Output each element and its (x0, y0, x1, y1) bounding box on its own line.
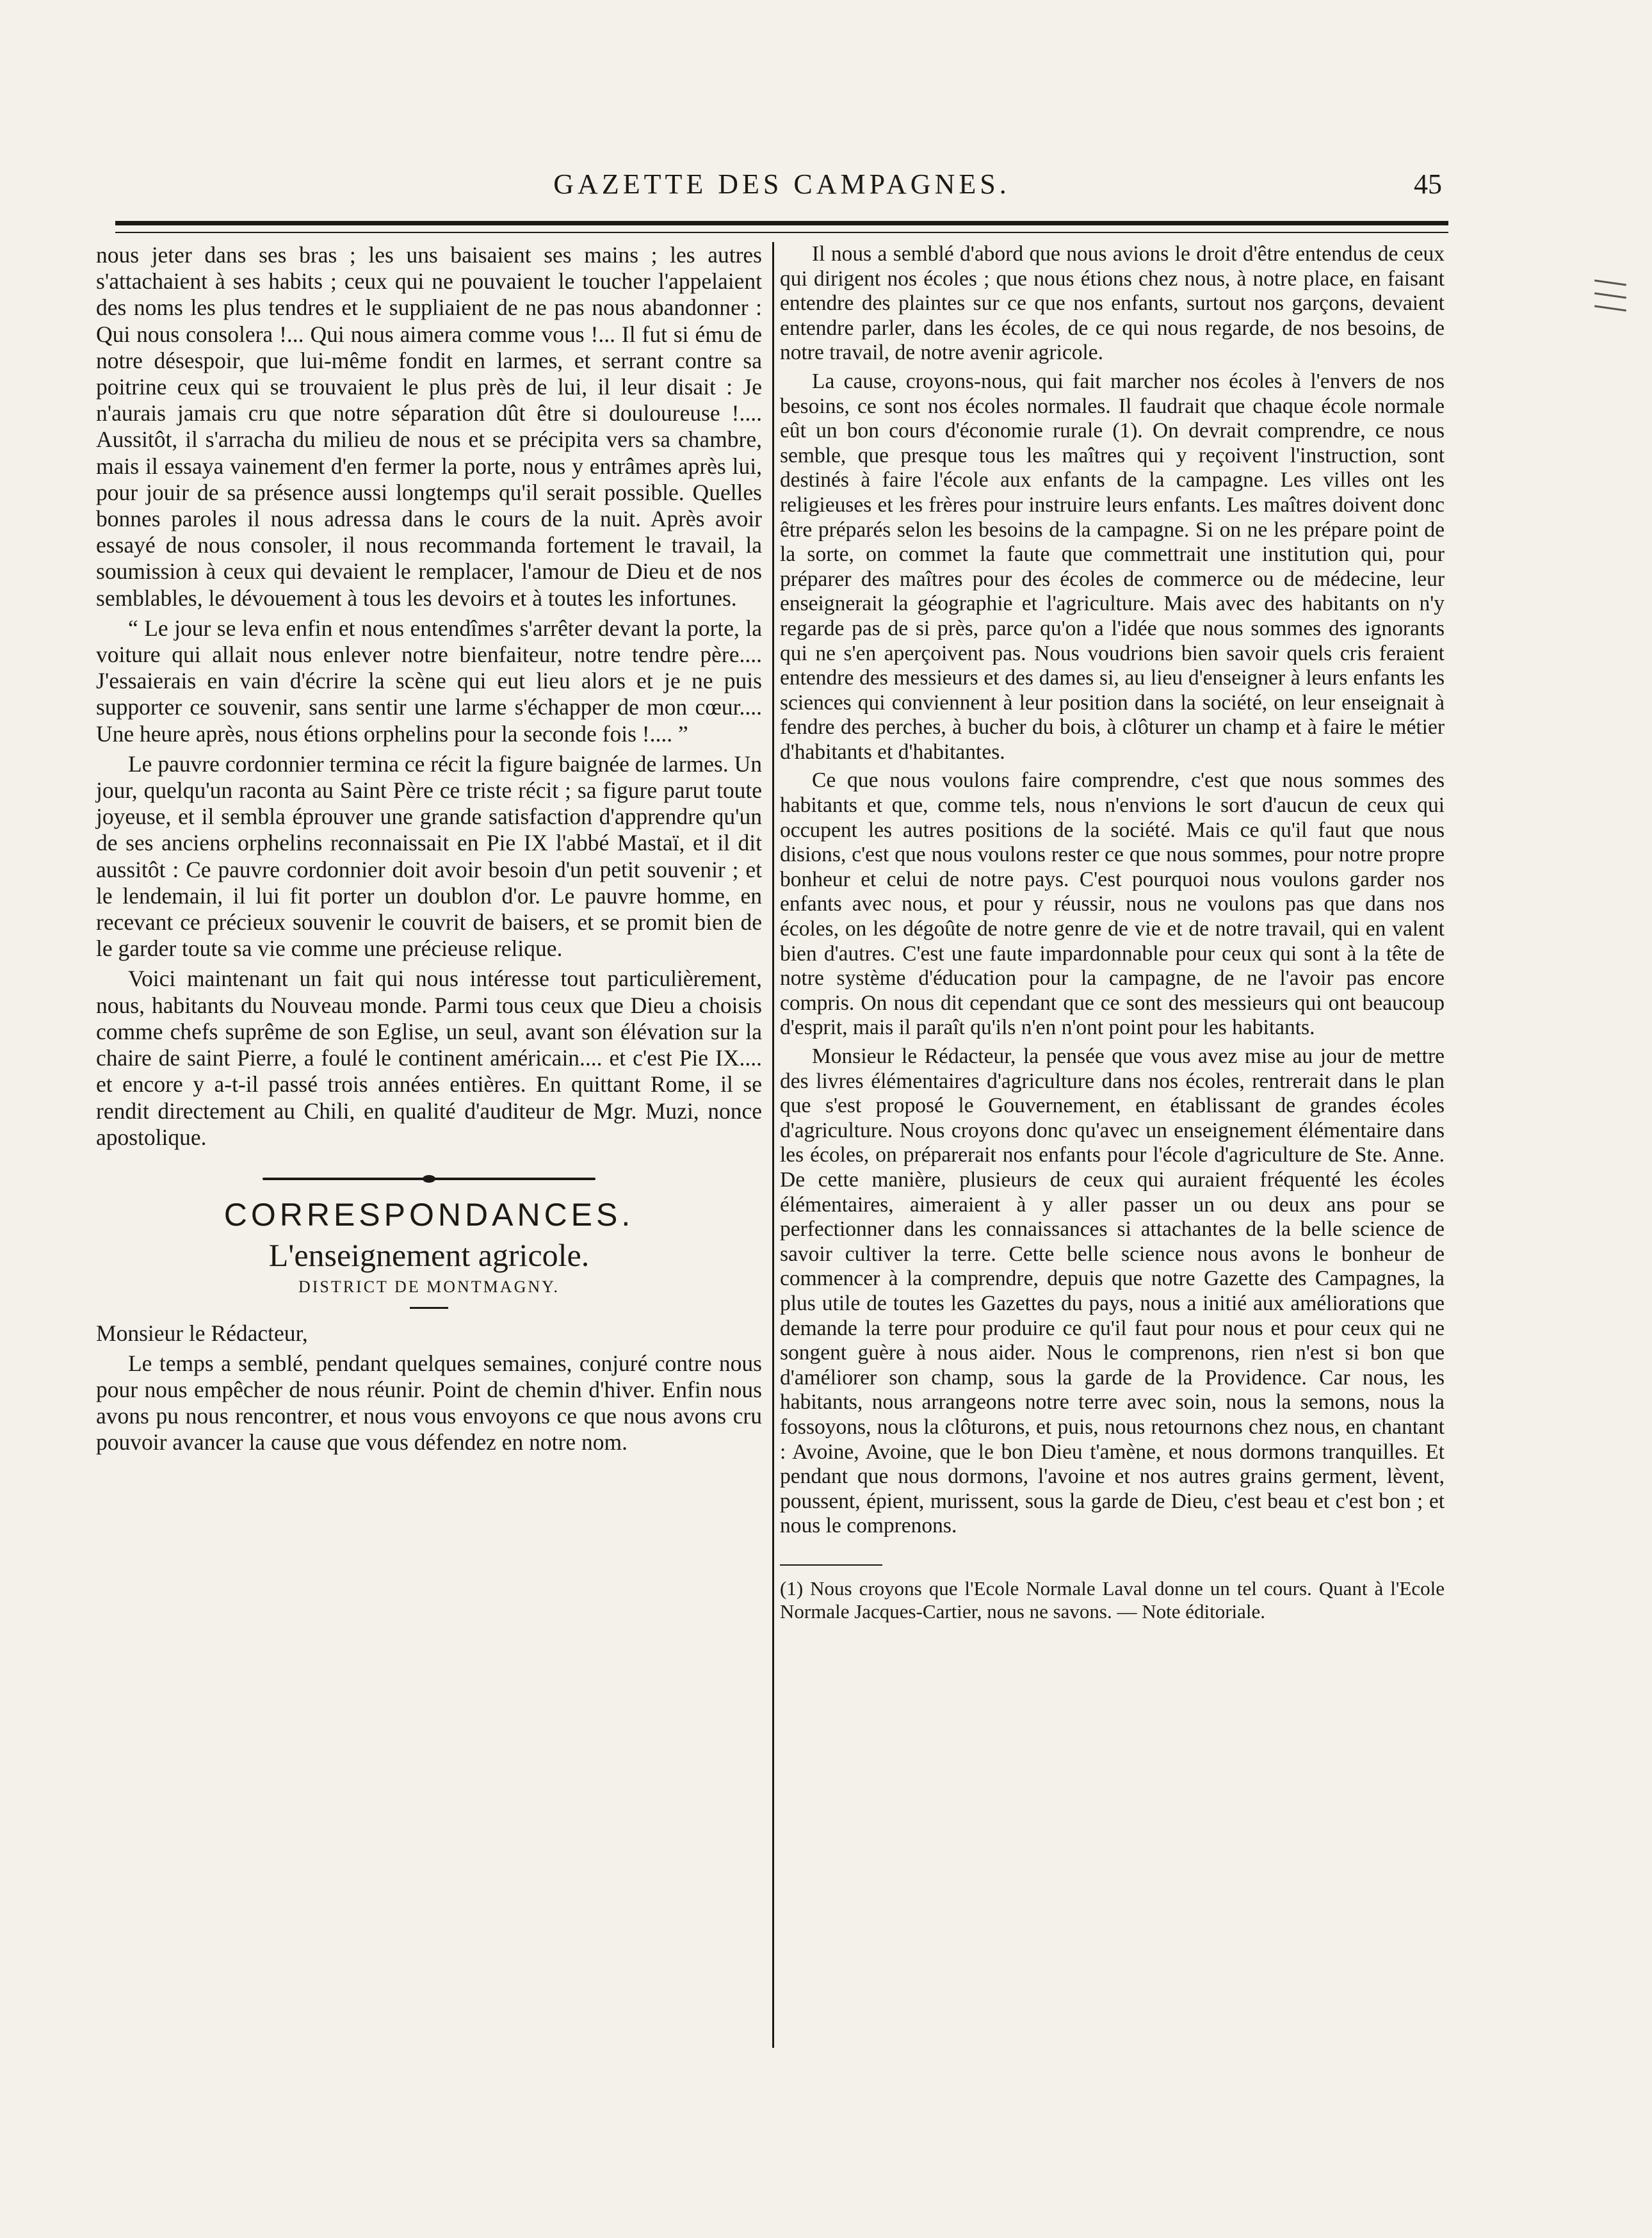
footnote: (1) Nous croyons que l'Ecole Normale Laval donne un tel cours. Quant à l'Ecole Normale Jacques-Cartier, nous ne savons. — Note éditoriale. (780, 1577, 1445, 1623)
footnote-rule (780, 1564, 882, 1566)
left-paragraph: nous jeter dans ses bras ; les uns baisaient ses mains ; les autres s'attachaient à ses habits ; ceux qui ne pouvaient le toucher l'appelaient des noms les plus tendres et le suppliaient de ne pas nous abandonner : Qui nous consolera !... Qui nous aimera comme vous !... Il fut si ému de notre désespoir, que lui-même fondit en larmes, et serrant contre sa poitrine ceux qui se trouvaient le plus près de lui, il leur disait : Je n'aurais jamais cru que notre séparation dût être si douloureuse !.... Aussitôt, il s'arracha du milieu de nous et se précipita vers sa chambre, mais il essaya vainement d'en fermer la porte, nous y entrâmes après lui, pour jouir de sa présence aussi longtemps qu'il serait possible. Quelles bonnes paroles il nous adressa dans le cours de la nuit. Après avoir essayé de nous consoler, il nous recommanda fortement le travail, la soumission à ceux qui devaient le remplacer, l'amour de Dieu et de nos semblables, le dévouement à tous les devoirs et à toutes les infortunes. (96, 242, 762, 611)
right-paragraph: La cause, croyons-nous, qui fait marcher nos écoles à l'envers de nos besoins, ce sont nos écoles normales. Il faudrait que chaque école normale eût un bon cours d'économie rurale (1). On devrait comprendre, ce nous semble, que presque tous les maîtres qui y reçoivent l'instruction, sont destinés à faire l'école aux enfants de la campagne. Les villes ont les religieuses et les frères pour instruire leurs enfants. Les maîtres doivent donc être préparés selon les besoins de la campagne. Si on ne les prépare point de la sorte, on commet la faute que commettrait une institution qui, pour préparer des maîtres pour des écoles de commerce ou de médecine, leur enseignerait la géographie et l'agriculture. Mais avec des habitants on n'y regarde pas de si près, parce qu'on a l'idée que nous sommes des ignorants qui ne s'en aperçoivent pas. Nous voudrions bien savoir quels cris feraient entendre des messieurs et des dames si, au lieu d'enseigner à leurs enfants les sciences qui conviennent à leur position dans la société, on leur enseignait à fendre des perches, à bucher du bois, à clôturer un champ et à faire le métier d'habitants et d'habitantes. (780, 369, 1445, 764)
right-paragraph: Ce que nous voulons faire comprendre, c'est que nous sommes des habitants et que, comme tels, nous n'envions le sort d'aucun de ceux qui occupent les autres positions de la société. Mais ce qu'il faut que nous disions, c'est que nous voulons rester ce que nous sommes, pour notre propre bonheur et celui de notre pays. C'est pourquoi nous voulons garder nos enfants avec nous, et pour y réussir, nous ne voulons pas que dans nos écoles, on les dégoûte de notre genre de vie et de notre travail, qui en valent bien d'autres. C'est une faute impardonnable pour ceux qui sont à la tête de notre système d'éducation pour la campagne, de ne l'avoir pas encore compris. On nous dit cependant que ce sont des messieurs qui ont beaucoup d'esprit, mais il paraît qu'ils n'en n'ont point pour les habitants. (780, 768, 1445, 1040)
section-title: CORRESPONDANCES. (223, 1196, 635, 1233)
newspaper-title: GAZETTE DES CAMPAGNES. (553, 168, 1010, 200)
section-ornament (263, 1175, 595, 1183)
right-column (780, 242, 1445, 1627)
right-paragraph: Il nous a semblé d'abord que nous avions le droit d'être entendus de ceux qui dirigent nos écoles ; que nous étions chez nous, à notre place, en faisant entendre des plaintes sur ce que nos enfants, surtout nos garçons, devaient entendre parler, dans les écoles, de ce qui nous regarde, de nos besoins, de notre travail, de notre avenir agricole. (780, 242, 1445, 365)
divider (410, 1307, 448, 1309)
left-paragraph: Le pauvre cordonnier termina ce récit la figure baignée de larmes. Un jour, quelqu'un raconta au Saint Père ce triste récit ; sa figure parut toute joyeuse, et il sembla éprouver une grande satisfaction d'apprendre qu'un de ses anciens orphelins reconnaissait en Pie IX l'abbé Mastaï, et il dit aussitôt : Ce pauvre cordonnier doit avoir besoin d'un petit souvenir ; et le lendemain, il lui fit porter un doublon d'or. Le pauvre homme, en recevant ce précieux souvenir le couvrit de baisers, et se promit bien de le garder toute sa vie comme une précieuse relique. (96, 750, 762, 962)
left-paragraph: “ Le jour se leva enfin et nous entendîmes s'arrêter devant la porte, la voiture qui allait nous enlever notre bienfaiteur, notre tendre père.... J'essaierais en vain d'écrire la scène qui eut lieu alors et je ne puis supporter ce souvenir, sans sentir une larme s'échapper de mon cœur.... Une heure après, nous étions orphelins pour la seconde fois !.... ” (96, 615, 762, 747)
page-header (115, 168, 1448, 213)
left-column (96, 242, 762, 1460)
page-number: 45 (1414, 168, 1442, 200)
left-paragraph: Voici maintenant un fait qui nous intéresse tout particulièrement, nous, habitants du Nouveau monde. Parmi tous ceux que Dieu a choisis comme chefs suprême de son Eglise, un seul, avant son élévation sur la chaire de saint Pierre, a foulé le continent américain.... et c'est Pie IX.... et encore y a-t-il passé trois années entières. En quittant Rome, il se rendit directement au Chili, en qualité d'auditeur de Mgr. Muzi, nonce apostolique. (96, 966, 762, 1150)
margin-marks (1594, 282, 1633, 320)
column-divider (772, 242, 774, 2048)
right-paragraph: Monsieur le Rédacteur, la pensée que vous avez mise au jour de mettre des livres élémentaires d'agriculture dans nos écoles, rentrerait dans le plan que s'est proposé le Gouvernement, en établissant de grandes écoles d'agriculture. Nous croyons donc qu'avec un enseignement élémentaire dans les écoles, on préparerait nos enfants pour l'école d'agriculture de Ste. Anne. De cette manière, plusieurs de ceux qui auraient fréquenté les écoles élémentaires, aimeraient à y aller passer un ou deux ans pour se perfectionner dans les connaissances si attachantes de la belle science de savoir cultiver la terre. Cette belle science nous avons le bonheur de commencer à la comprendre, depuis que notre Gazette des Campagnes, la plus utile de toutes les Gazettes du pays, nous a initié aux améliorations que demande la terre pour produire ce qu'il faut pour nous et pour ceux qui ne songent guère à nous aider. Nous le comprenons, rien n'est si bon que d'améliorer son champ, sous la garde de la Providence. Car nous, les habitants, nous arrangeons notre terre avec soin, nous la semons, nous la fossoyons, nous la clôturons, et puis, nous retournons chez nous, en chantant : Avoine, Avoine, que le bon Dieu t'amène, et nous dormons tranquilles. Et pendant que nous dormons, l'avoine et nos autres grains germent, lèvent, poussent, épient, murissent, sous la garde de Dieu, c'est beau et c'est bon ; et nous le comprenons. (780, 1044, 1445, 1538)
article-title: L'enseignement agricole. (268, 1237, 590, 1274)
header-rule-thin (115, 232, 1448, 233)
article-district: DISTRICT DE MONTMAGNY. (298, 1277, 560, 1297)
letter-paragraph: Le temps a semblé, pendant quelques semaines, conjuré contre nous pour nous empêcher de nous réunir. Point de chemin d'hiver. Enfin nous avons pu nous rencontrer, et nous vous envoyons ce que nous avons cru pouvoir avancer la cause que vous défendez en notre nom. (96, 1350, 762, 1456)
header-rule-thick (115, 221, 1448, 225)
letter-salutation: Monsieur le Rédacteur, (96, 1320, 308, 1346)
